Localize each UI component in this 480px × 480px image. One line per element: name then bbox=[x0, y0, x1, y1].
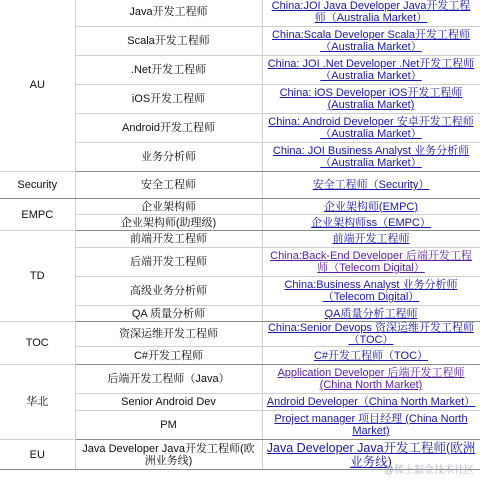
group-label: TD bbox=[0, 231, 75, 322]
job-posting-link[interactable]: 企业架构师ss（EMPC） bbox=[311, 216, 431, 229]
job-posting-link[interactable]: China: iOS Developer iOS开发工程师 (Australia Market) bbox=[279, 87, 463, 111]
job-posting-link[interactable]: China:Back-End Developer 后端开发工程师（Telecom Digital） bbox=[270, 250, 472, 274]
link-cell bbox=[262, 199, 480, 215]
job-posting-link[interactable]: 企业架构师(EMPC) bbox=[323, 200, 419, 213]
job-posting-link[interactable]: China: JOI .Net Developer .Net开发工程师（Australia Market） bbox=[267, 58, 475, 82]
table-row bbox=[0, 0, 480, 27]
group-label: EMPC bbox=[0, 199, 75, 231]
link-cell bbox=[262, 347, 480, 365]
job-posting-link[interactable]: QA质量分析工程师 bbox=[324, 307, 418, 320]
role-cell: 资深运维开发工程师 bbox=[75, 322, 262, 347]
group-label: Security bbox=[0, 172, 75, 199]
job-posting-link[interactable]: China:Senior Devops 资深运维开发工程师（TOC） bbox=[267, 322, 474, 346]
job-posting-link[interactable]: China: JOI Business Analyst 业务分析师（Australia Market） bbox=[272, 145, 470, 169]
link-cell bbox=[262, 172, 480, 199]
link-cell bbox=[262, 411, 480, 440]
table-row bbox=[0, 172, 480, 199]
role-cell: QA 质量分析师 bbox=[75, 306, 262, 322]
link-cell bbox=[262, 0, 480, 27]
table-row bbox=[0, 199, 480, 215]
link-cell bbox=[262, 248, 480, 277]
job-posting-link[interactable]: Java Developer Java开发工程师(欧洲业务线) bbox=[266, 440, 476, 469]
role-cell: C#开发工程师 bbox=[75, 347, 262, 365]
job-posting-link[interactable]: 前端开发工程师 bbox=[332, 233, 410, 245]
role-cell: 企业架构师 bbox=[75, 199, 262, 215]
link-cell bbox=[262, 143, 480, 172]
table-row bbox=[0, 322, 480, 347]
role-cell: 安全工程师 bbox=[75, 172, 262, 199]
job-posting-link[interactable]: China:Scala Developer Scala开发工程师（Australia Market） bbox=[271, 29, 471, 53]
role-cell: 后端开发工程师（Java） bbox=[75, 365, 262, 394]
job-posting-link[interactable]: China:Business Analyst 业务分析师（Telecom Digital） bbox=[284, 279, 458, 303]
group-label: AU bbox=[0, 0, 75, 172]
link-cell bbox=[262, 231, 480, 248]
role-cell: 高级业务分析师 bbox=[75, 277, 262, 306]
group-label: TOC bbox=[0, 322, 75, 365]
link-cell bbox=[262, 322, 480, 347]
job-posting-link[interactable]: China: Android Developer 安卓开发工程师（Australia Market） bbox=[268, 116, 474, 140]
link-cell bbox=[262, 306, 480, 322]
job-posting-link[interactable]: Android Developer（China North Market） bbox=[266, 396, 476, 408]
role-cell: Java Developer Java开发工程师(欧洲业务线) bbox=[75, 440, 262, 470]
job-posting-link[interactable]: Project manager 项目经理 (China North Market) bbox=[274, 413, 468, 437]
role-cell: .Net开发工程师 bbox=[75, 56, 262, 85]
watermark: @稀土掘金技术社区 bbox=[383, 465, 474, 476]
link-cell bbox=[262, 365, 480, 394]
link-cell bbox=[262, 215, 480, 231]
role-cell: 企业架构师(助理级) bbox=[75, 215, 262, 231]
link-cell bbox=[262, 85, 480, 114]
table-row bbox=[0, 365, 480, 394]
role-cell: Java开发工程师 bbox=[75, 0, 262, 27]
role-cell: iOS开发工程师 bbox=[75, 85, 262, 114]
table-row bbox=[0, 231, 480, 248]
link-cell bbox=[262, 394, 480, 411]
job-posting-link[interactable]: C#开发工程师（TOC） bbox=[313, 349, 429, 362]
job-posting-link[interactable]: 安全工程师（Security） bbox=[312, 179, 430, 191]
link-cell bbox=[262, 27, 480, 56]
group-label: EU bbox=[0, 440, 75, 470]
role-cell: 业务分析师 bbox=[75, 143, 262, 172]
role-cell: Scala开发工程师 bbox=[75, 27, 262, 56]
link-cell bbox=[262, 277, 480, 306]
job-posting-link[interactable]: China:JOI Java Developer Java开发工程师（Australia Market） bbox=[271, 0, 471, 24]
link-cell bbox=[262, 114, 480, 143]
role-cell: Senior Android Dev bbox=[75, 394, 262, 411]
job-posting-link[interactable]: Application Developer 后端开发工程师 (China North Market) bbox=[277, 367, 465, 391]
role-cell: Android开发工程师 bbox=[75, 114, 262, 143]
role-cell: PM bbox=[75, 411, 262, 440]
link-cell bbox=[262, 56, 480, 85]
role-cell: 后端开发工程师 bbox=[75, 248, 262, 277]
role-cell: 前端开发工程师 bbox=[75, 231, 262, 248]
group-label: 华北 bbox=[0, 365, 75, 440]
